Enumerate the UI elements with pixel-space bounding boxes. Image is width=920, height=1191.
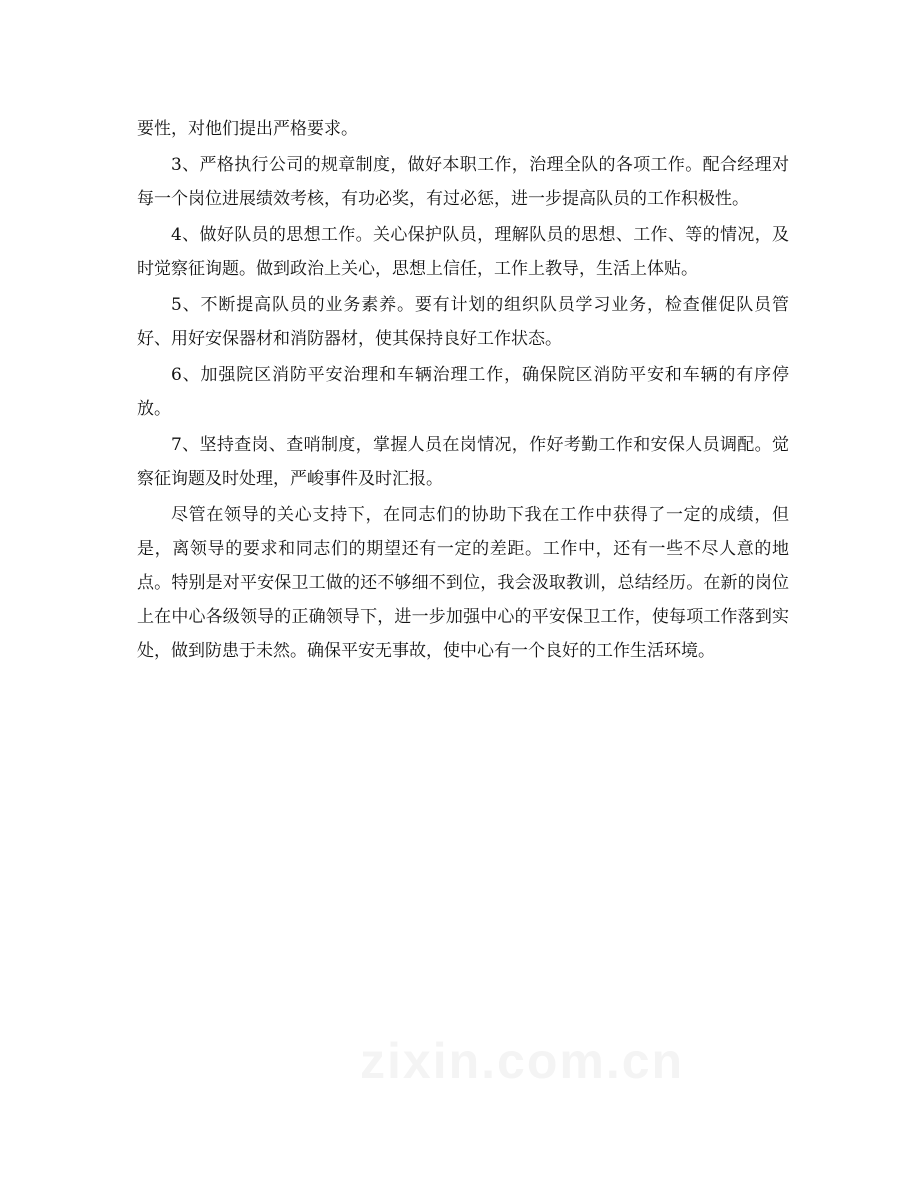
paragraph-item-4: 4、做好队员的思想工作。关心保护队员，理解队员的思想、工作、等的情况，及时觉察征询题。做到政治上关心，思想上信任，工作上教导，生活上体贴。 <box>137 225 789 279</box>
paragraph-conclusion: 尽管在领导的关心支持下，在同志们的协助下我在工作中获得了一定的成绩，但是，离领导的要求和同志们的期望还有一定的差距。工作中，还有一些不尽人意的地点。特别是对平安保卫工做的还不够细不到位，我会汲取教训，总结经历。在新的岗位上在中心各级领导的正确领导下，进一步加强中心的平安保卫工作，使每项工作落到实处，做到防患于未然。确保平安无事故，使中心有一个良好的工作生活环境。 <box>137 505 789 661</box>
paragraph-item-3: 3、严格执行公司的规章制度，做好本职工作，治理全队的各项工作。配合经理对每一个岗位进展绩效考核，有功必奖，有过必惩，进一步提高队员的工作积极性。 <box>137 155 789 209</box>
paragraph-item-7: 7、坚持查岗、查哨制度，掌握人员在岗情况，作好考勤工作和安保人员调配。觉察征询题及时处理，严峻事件及时汇报。 <box>137 435 789 489</box>
paragraph-item-6: 6、加强院区消防平安治理和车辆治理工作，确保院区消防平安和车辆的有序停放。 <box>137 365 789 419</box>
paragraph-item-5: 5、不断提高队员的业务素养。要有计划的组织队员学习业务，检查催促队员管好、用好安保器材和消防器材，使其保持良好工作状态。 <box>137 295 789 349</box>
watermark-text: zixin.com.cn <box>360 1033 685 1089</box>
paragraph-continuation: 要性，对他们提出严格要求。 <box>137 119 358 139</box>
document-body <box>137 112 789 670</box>
